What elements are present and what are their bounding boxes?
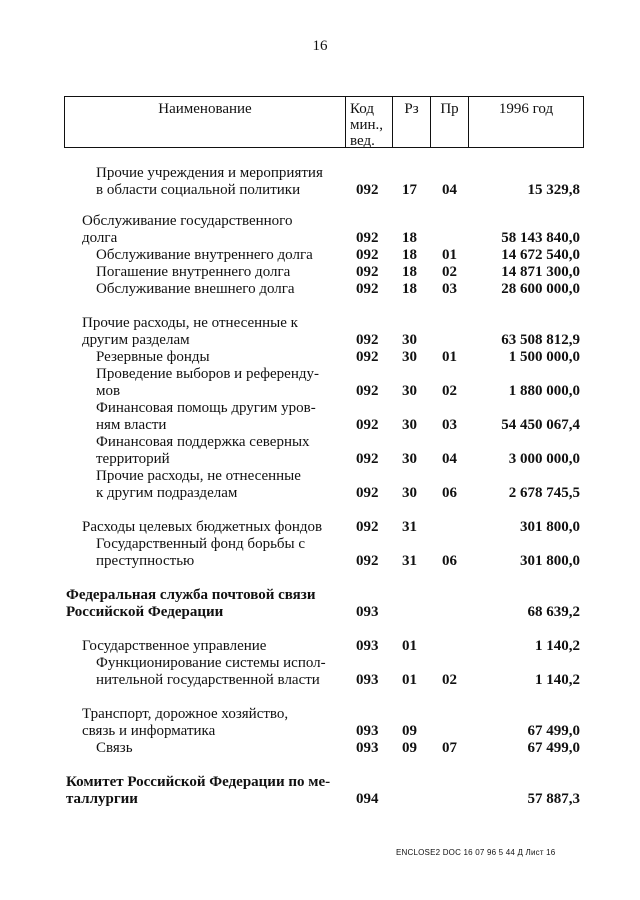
row-rz: 30	[402, 383, 417, 399]
row-value: 2 678 745,5	[508, 485, 580, 501]
spacer	[0, 757, 640, 774]
row-value: 58 143 840,0	[501, 230, 580, 246]
row-pr: 02	[442, 672, 457, 688]
header-name: Наименование	[158, 101, 252, 117]
row-code: 092	[356, 519, 379, 535]
page-number: 16	[312, 38, 328, 54]
row-value: 1 500 000,0	[508, 349, 580, 365]
row-name: Погашение внутреннего долга	[96, 264, 291, 280]
header-year: 1996 год	[468, 97, 583, 147]
row-name: Обслуживание внутреннего долга	[96, 247, 313, 263]
table-row	[0, 706, 640, 723]
table-row	[0, 366, 640, 383]
table-row	[0, 417, 640, 434]
row-pr: 06	[442, 485, 457, 501]
row-rz: 30	[402, 417, 417, 433]
row-rz: 30	[402, 349, 417, 365]
row-code: 092	[356, 451, 379, 467]
row-name: связь и информатика	[82, 723, 216, 739]
row-rz: 31	[402, 553, 417, 569]
row-code: 093	[356, 672, 379, 688]
row-name: долга	[82, 230, 118, 246]
table-row	[0, 774, 640, 791]
row-value: 3 000 000,0	[508, 451, 580, 467]
row-rz: 18	[402, 264, 417, 280]
table-row	[0, 451, 640, 468]
table-row	[0, 791, 640, 808]
row-rz: 17	[402, 182, 417, 198]
table-row	[0, 400, 640, 417]
row-code: 092	[356, 230, 379, 246]
row-code: 093	[356, 638, 379, 654]
table-row	[0, 332, 640, 349]
table-row	[0, 655, 640, 672]
row-pr: 01	[442, 349, 457, 365]
row-rz: 30	[402, 332, 417, 348]
header-code-line-1: Код	[350, 101, 374, 117]
row-name: в области социальной политики	[96, 182, 301, 198]
table-row	[0, 604, 640, 621]
row-value: 54 450 067,4	[501, 417, 580, 433]
row-name: Прочие расходы, не отнесенные к	[82, 315, 298, 331]
row-rz: 18	[402, 247, 417, 263]
row-code: 093	[356, 604, 379, 620]
row-rz: 30	[402, 485, 417, 501]
row-code: 092	[356, 182, 379, 198]
row-pr: 03	[442, 281, 457, 297]
spacer	[0, 199, 640, 213]
row-name: территорий	[96, 451, 170, 467]
row-rz: 09	[402, 740, 417, 756]
row-name: Прочие учреждения и мероприятия	[96, 165, 323, 181]
table-row	[0, 165, 640, 182]
row-code: 092	[356, 349, 379, 365]
row-value: 1 880 000,0	[508, 383, 580, 399]
table-row	[0, 434, 640, 451]
table-row	[0, 182, 640, 199]
table-row	[0, 230, 640, 247]
row-name: мов	[96, 383, 121, 399]
row-rz: 01	[402, 638, 417, 654]
row-name: другим разделам	[82, 332, 190, 348]
table-row	[0, 468, 640, 485]
row-name: Расходы целевых бюджетных фондов	[82, 519, 323, 535]
row-name: Финансовая поддержка северных	[96, 434, 310, 450]
row-pr: 04	[442, 182, 457, 198]
row-name: Обслуживание внешнего долга	[96, 281, 295, 297]
table-body	[0, 165, 640, 808]
row-name: Транспорт, дорожное хозяйство,	[82, 706, 289, 722]
row-name: Резервные фонды	[96, 349, 210, 365]
row-code: 092	[356, 417, 379, 433]
table-row	[0, 349, 640, 366]
row-name: нительной государственной власти	[96, 672, 320, 688]
spacer	[0, 689, 640, 706]
table-row	[0, 315, 640, 332]
table-row	[0, 281, 640, 298]
row-name: Государственный фонд борьбы с	[96, 536, 306, 552]
row-value: 28 600 000,0	[501, 281, 580, 297]
row-code: 093	[356, 723, 379, 739]
row-name: Связь	[96, 740, 133, 756]
table-row	[0, 672, 640, 689]
header-rz: Рз	[392, 97, 430, 147]
row-name: Обслуживание государственного	[82, 213, 293, 229]
row-rz: 18	[402, 281, 417, 297]
row-code: 092	[356, 553, 379, 569]
row-name: Функционирование системы испол-	[96, 655, 326, 671]
row-code: 092	[356, 383, 379, 399]
spacer	[0, 621, 640, 638]
table-row	[0, 587, 640, 604]
row-name: Финансовая помощь другим уров-	[96, 400, 316, 416]
spacer	[0, 570, 640, 587]
table-row	[0, 519, 640, 536]
spacer	[0, 298, 640, 315]
row-pr: 02	[442, 383, 457, 399]
row-code: 093	[356, 740, 379, 756]
row-value: 67 499,0	[527, 740, 580, 756]
row-name: таллургии	[66, 791, 138, 807]
row-rz: 31	[402, 519, 417, 535]
row-value: 301 800,0	[520, 553, 580, 569]
table-row	[0, 553, 640, 570]
row-rz: 09	[402, 723, 417, 739]
row-pr: 07	[442, 740, 457, 756]
row-pr: 06	[442, 553, 457, 569]
row-pr: 02	[442, 264, 457, 280]
table-header	[64, 96, 584, 148]
table-row	[0, 536, 640, 553]
row-name: Российской Федерации	[66, 604, 224, 620]
row-rz: 18	[402, 230, 417, 246]
spacer	[0, 502, 640, 519]
row-value: 68 639,2	[527, 604, 580, 620]
header-code	[345, 97, 392, 147]
row-name: преступностью	[96, 553, 195, 569]
row-name: Проведение выборов и референду-	[96, 366, 319, 382]
table-row	[0, 740, 640, 757]
row-pr: 01	[442, 247, 457, 263]
row-name: Комитет Российской Федерации по ме-	[66, 774, 331, 790]
row-value: 14 672 540,0	[501, 247, 580, 263]
row-name: Федеральная служба почтовой связи	[66, 587, 316, 603]
row-value: 63 508 812,9	[501, 332, 580, 348]
row-value: 57 887,3	[527, 791, 580, 807]
row-value: 1 140,2	[535, 672, 580, 688]
row-value: 14 871 300,0	[501, 264, 580, 280]
header-pr: Пр	[430, 97, 468, 147]
row-rz: 30	[402, 451, 417, 467]
row-value: 67 499,0	[527, 723, 580, 739]
table-row	[0, 247, 640, 264]
row-code: 092	[356, 281, 379, 297]
row-code: 092	[356, 332, 379, 348]
table-row	[0, 213, 640, 230]
row-value: 15 329,8	[527, 182, 580, 198]
header-code-line-3: вед.	[350, 133, 375, 149]
row-value: 1 140,2	[535, 638, 580, 654]
document-footer: ENCLOSE2 DOC 16 07 96 5 44 Д Лист 16	[396, 848, 556, 857]
table-row	[0, 723, 640, 740]
row-code: 092	[356, 485, 379, 501]
row-pr: 03	[442, 417, 457, 433]
row-name: Государственное управление	[82, 638, 267, 654]
row-code: 092	[356, 247, 379, 263]
table-row	[0, 264, 640, 281]
row-name: ням власти	[96, 417, 167, 433]
table-row	[0, 383, 640, 400]
table-row	[0, 638, 640, 655]
row-value: 301 800,0	[520, 519, 580, 535]
row-name: Прочие расходы, не отнесенные	[96, 468, 301, 484]
table-row	[0, 485, 640, 502]
row-name: к другим подразделам	[96, 485, 238, 501]
row-pr: 04	[442, 451, 457, 467]
row-code: 092	[356, 264, 379, 280]
row-rz: 01	[402, 672, 417, 688]
row-code: 094	[356, 791, 379, 807]
header-code-line-2: мин.,	[350, 117, 384, 133]
